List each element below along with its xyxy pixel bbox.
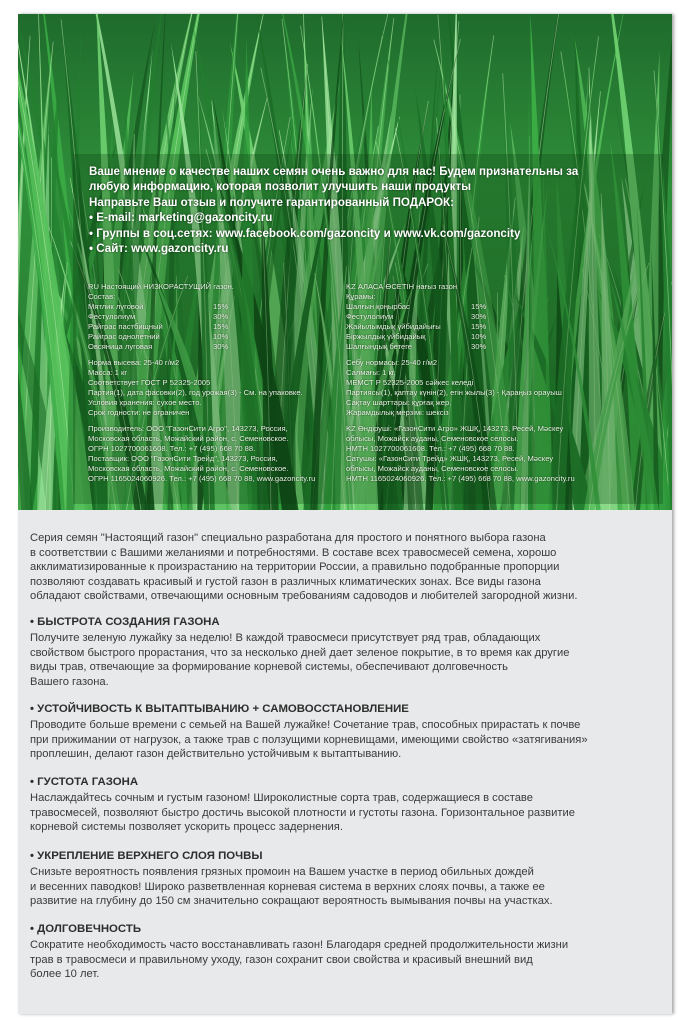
- ru-detail: Соответствует ГОСТ Р 52325-2005: [88, 378, 211, 387]
- ru-detail: Срок годности: не ограничен: [88, 408, 190, 417]
- section-text-speed: Получите зеленую лужайку за неделю! В каждой травосмеси присутствует ряд трав, обладающих свойством быстрого прорастания, что за несколько дней дает зеленое покрытие, в то время как другие виды трав, отвечающие за формирование корневой системы, обеспечивают долговечность Вашего газона.: [30, 632, 570, 688]
- kz-item: Фестулолиум 30%: [346, 312, 487, 321]
- section-heading-durability: • УСТОЙЧИВОСТЬ К ВЫТАПТЫВАНИЮ + САМОВОССТАНОВЛЕНИЕ: [30, 703, 409, 715]
- kz-producer: облысы, Можайск ауданы, Семеновское селосы.: [346, 434, 519, 443]
- section-text-density: Наслаждайтесь сочным и густым газоном! Широколистные сорта трав, содержащиеся в составе травосмесей, позволяют быстро достичь высокой плотности и густоты газона. Горизонтальное развитие корневой системы позволяет ускорить процесс задернения.: [30, 792, 575, 834]
- site-line: • Сайт: www.gazoncity.ru: [89, 242, 229, 256]
- kz-title: KZ АЛАСА ӨСЕТІН нағыз газон: [346, 282, 458, 291]
- kz-detail: Жарамдылық мерзімі: шексіз: [346, 408, 449, 417]
- kz-producer: KZ Өндіруші: «ГазонСити Агро» ЖШҚ, 143273, Ресей, Мәскеу: [346, 424, 564, 433]
- ru-composition: [88, 282, 315, 484]
- section-heading-longevity: • ДОЛГОВЕЧНОСТЬ: [30, 923, 142, 935]
- kz-item: Шалғын қоңырбас 15%: [346, 302, 487, 311]
- ru-detail: Масса: 1 кг: [88, 368, 128, 377]
- kz-composition-label: Құрамы:: [346, 292, 376, 301]
- ru-item: Фестулолиум 30%: [88, 312, 229, 321]
- kz-producer: НМТН 1027700061608. Тел.: +7 (495) 668 70 88.: [346, 444, 515, 453]
- grass-panel: [18, 14, 672, 510]
- kz-item: Шалғындық бетеге 30%: [346, 342, 487, 351]
- ru-detail: Норма высева: 25-40 г/м2: [88, 358, 180, 367]
- ru-producer: ОГРН 1165024060926. Тел.: +7 (495) 668 70 88, www.gazoncity.ru: [88, 474, 316, 483]
- ru-producer: ОГРН 1027700061608. Тел.: +7 (495) 668 70 88.: [88, 444, 256, 453]
- intro-line: Направьте Ваш отзыв и получите гарантированный ПОДАРОК:: [89, 195, 454, 209]
- kz-item: Жайылымдық үйбидайығы 15%: [346, 322, 487, 331]
- ru-detail: Условия хранения: сухое место.: [88, 398, 202, 407]
- kz-detail: Партиясы(1), қаптау күнін(2), егін жылы(3) - Қараңыз орауыш: [346, 388, 562, 397]
- kz-detail: Салмағы: 1 кг.: [346, 368, 396, 377]
- kz-detail: Сақтау шарттары: құрғақ жер.: [346, 398, 452, 407]
- section-text-durability: Проводите больше времени с семьей на Вашей лужайке! Сочетание трав, способных прирастать к почве при прижимании от нагрузок, а также трав с ползущими корневищами, имеющими свойство «затягивания» проплешин, делают газон действительно устойчивым к вытаптыванию.: [30, 719, 588, 761]
- ru-item: Райграс пастбищный 15%: [88, 322, 229, 331]
- section-text-longevity: Сократите необходимость часто восстанавливать газон! Благодаря средней продолжительности жизни трав в травосмеси и правильному уходу, газон сохранит свои свойства и красивый внешний вид более 10 лет.: [30, 939, 569, 981]
- intro-paragraph: Серия семян "Настоящий газон" специально разработана для простого и понятного выбора газона в соответствии с Вашими желаниями и потребностями. В составе всех травосмесей семена, хорошо акклиматизированные к произрастанию на территории России, а правильно подобранные пропорции позволяют создавать красивый и густой газон в различных климатических зонах. Все виды газона обладают свойствами, отвечающими основным требованиям садоводов и любителей загородной жизни.: [30, 532, 578, 603]
- section-heading-soil: • УКРЕПЛЕНИЕ ВЕРХНЕГО СЛОЯ ПОЧВЫ: [30, 850, 263, 862]
- intro-line: любую информацию, которая позволит улучшить наши продукты: [89, 180, 472, 194]
- kz-detail: Себу нормасы: 25-40 г/м2: [346, 358, 438, 367]
- section-text-soil: Снизьте вероятность появления грязных промоин на Вашем участке в период обильных дождей и весенних паводков! Широко разветвленная корневая система в верхних слоях почвы, а также ее развитие на глубину до 150 см значительно сокращают вероятность вымывания почвы на участках.: [30, 866, 553, 908]
- kz-item: Біржылдық үйбидайық 10%: [346, 332, 487, 341]
- ru-producer: Производитель: ООО "ГазонСити Агро", 143273, Россия,: [88, 424, 288, 433]
- social-line: • Группы в соц.сетях: www.facebook.com/gazoncity и www.vk.com/gazoncity: [89, 226, 521, 240]
- intro-line: Ваше мнение о качестве наших семян очень важно для нас! Будем признательны за: [89, 165, 579, 178]
- description-panel: [18, 510, 672, 1014]
- ru-item: Мятлик луговой 15%: [88, 302, 229, 311]
- ru-item: Овсяница луговая 30%: [88, 342, 229, 351]
- email-line: • E-mail: marketing@gazoncity.ru: [89, 211, 273, 225]
- ru-title: RU Настоящий НИЗКОРАСТУЩИЙ газон.: [88, 282, 234, 291]
- ru-producer: Московская область, Можайский район, с. Семеновское.: [88, 434, 289, 443]
- kz-producer: облысы, Можайск ауданы, Семеновское селосы.: [346, 464, 519, 473]
- ru-producer: Поставщик: ООО "ГазонСити Трейд", 143273, Россия,: [88, 454, 278, 463]
- ru-detail: Партия(1), дата фасовки(2), год урожая(3) - См. на упаковке.: [88, 388, 303, 397]
- kz-producer: НМТН 1165024060926. Тел.: +7 (495) 668 70 88, www.gazoncity.ru: [346, 474, 575, 483]
- section-heading-speed: • БЫСТРОТА СОЗДАНИЯ ГАЗОНА: [30, 616, 220, 628]
- section-heading-density: • ГУСТОТА ГАЗОНА: [30, 776, 139, 788]
- kz-detail: МЕМСТ Р 52325-2005 сәйкес келеді: [346, 378, 474, 387]
- kz-composition: [346, 282, 575, 484]
- ru-item: Райграс однолетний 10%: [88, 332, 229, 341]
- ru-composition-label: Состав:: [88, 292, 116, 301]
- kz-producer: Сатушы: «ГазонСити Трейд» ЖШҚ, 143273, Ресей, Мәскеу: [346, 454, 554, 463]
- package-back: [18, 14, 672, 1014]
- feedback-block: [89, 164, 659, 256]
- ru-producer: Московская область, Можайский район, с. Семеновское.: [88, 464, 289, 473]
